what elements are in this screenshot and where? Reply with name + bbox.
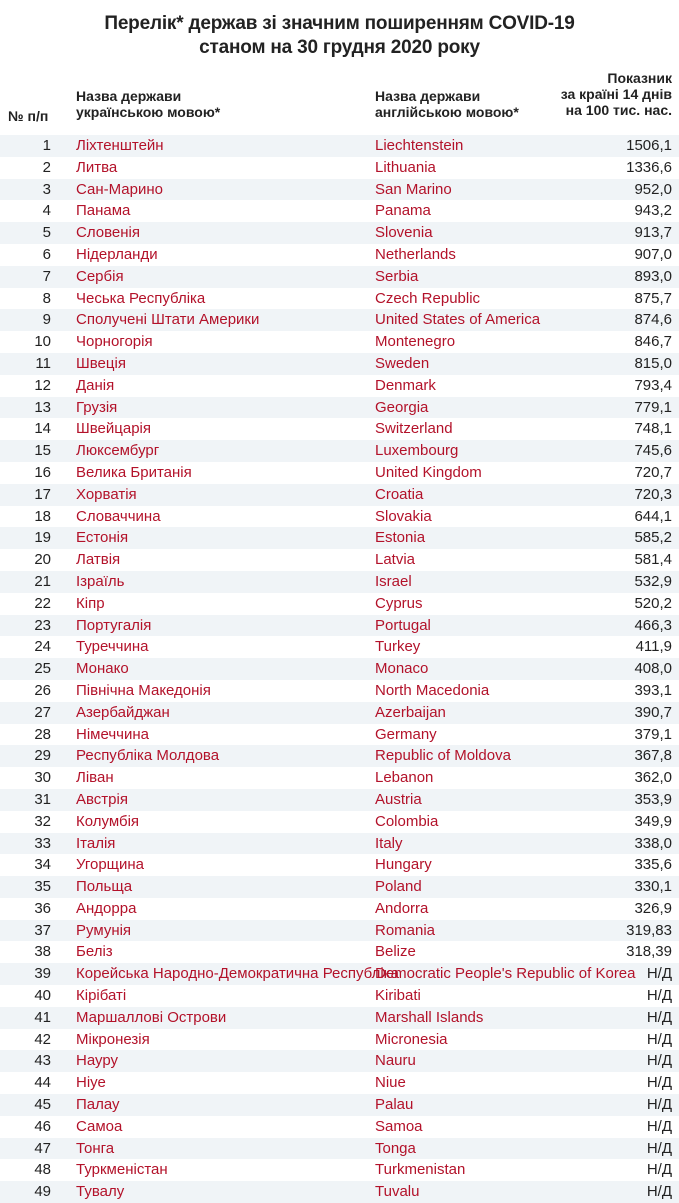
country-name-english: Lithuania: [375, 158, 436, 176]
incidence-value: 913,7: [634, 224, 672, 242]
incidence-value: 390,7: [634, 703, 672, 721]
country-name-english: Monaco: [375, 660, 429, 678]
incidence-value: 874,6: [634, 311, 672, 329]
header-english-name-line-2: англійською мовою*: [375, 104, 519, 120]
table-row: [0, 135, 679, 157]
country-name-ukrainian: Хорватія: [76, 485, 137, 503]
table-row: [0, 767, 679, 789]
row-number: 29: [34, 747, 51, 765]
row-number: 6: [42, 245, 51, 263]
row-number: 40: [34, 987, 51, 1005]
country-name-english: Slovakia: [375, 507, 432, 525]
table-row: [0, 375, 679, 397]
country-name-ukrainian: Беліз: [76, 943, 113, 961]
table-row: [0, 702, 679, 724]
country-name-english: Denmark: [375, 376, 436, 394]
incidence-value: 408,0: [634, 660, 672, 678]
country-name-ukrainian: Азербайджан: [76, 703, 170, 721]
country-name-english: Azerbaijan: [375, 703, 446, 721]
country-name-ukrainian: Панама: [76, 202, 131, 220]
row-number: 26: [34, 681, 51, 699]
incidence-value: 907,0: [634, 245, 672, 263]
title-line-2: станом на 30 грудня 2020 року: [199, 37, 480, 58]
table-row: [0, 397, 679, 419]
country-name-ukrainian: Туреччина: [76, 638, 149, 656]
country-name-ukrainian: Румунія: [76, 921, 132, 939]
country-name-ukrainian: Ліван: [76, 769, 114, 787]
row-number: 22: [34, 594, 51, 612]
country-name-english: Belize: [375, 943, 416, 961]
country-name-english: Israel: [375, 572, 412, 590]
country-name-english: Croatia: [375, 485, 424, 503]
table-row: [0, 571, 679, 593]
country-name-ukrainian: Польща: [76, 878, 133, 896]
incidence-value: 952,0: [634, 180, 672, 198]
table-row: [0, 266, 679, 288]
table-row: [0, 1007, 679, 1029]
row-number: 46: [34, 1117, 51, 1135]
country-name-english: San Marino: [375, 180, 452, 198]
incidence-value: Н/Д: [646, 1183, 672, 1201]
country-name-english: Cyprus: [375, 594, 423, 612]
country-name-ukrainian: Ліхтенштейн: [76, 137, 164, 154]
country-name-english: Germany: [375, 725, 437, 743]
row-number: 37: [34, 921, 51, 939]
country-name-ukrainian: Сербія: [76, 267, 124, 285]
table-row: [0, 309, 679, 331]
table-row: [0, 222, 679, 244]
country-name-ukrainian: Люксембург: [76, 442, 160, 460]
incidence-value: 326,9: [634, 899, 672, 917]
country-name-english: Colombia: [375, 812, 439, 830]
country-name-english: Turkey: [375, 638, 421, 656]
row-number: 2: [42, 158, 51, 176]
row-number: 3: [42, 180, 51, 198]
country-name-ukrainian: Мікронезія: [76, 1030, 150, 1048]
incidence-value: 893,0: [634, 267, 672, 285]
row-number: 25: [34, 660, 51, 678]
country-name-english: Georgia: [375, 398, 429, 416]
incidence-value: Н/Д: [646, 1161, 672, 1179]
row-number: 18: [34, 507, 51, 525]
country-name-ukrainian: Самоа: [76, 1117, 123, 1135]
header-english-name: [375, 88, 519, 120]
country-name-ukrainian: Сан-Марино: [76, 180, 163, 198]
country-name-ukrainian: Тонга: [76, 1139, 115, 1157]
country-name-english: Niue: [375, 1074, 406, 1092]
row-number: 10: [34, 333, 51, 351]
country-name-english: Portugal: [375, 616, 431, 634]
incidence-value: Н/Д: [646, 987, 672, 1005]
incidence-value: 362,0: [634, 769, 672, 787]
incidence-value: 793,4: [634, 376, 672, 394]
incidence-value: 815,0: [634, 354, 672, 372]
country-name-english: Serbia: [375, 267, 419, 285]
row-number: 14: [34, 420, 51, 438]
country-name-ukrainian: Німеччина: [76, 725, 149, 743]
country-name-ukrainian: Латвія: [76, 551, 121, 569]
country-name-english: Luxembourg: [375, 442, 459, 460]
table-row: [0, 527, 679, 549]
table-row: [0, 854, 679, 876]
row-number: 20: [34, 551, 51, 569]
incidence-value: 745,6: [634, 442, 672, 460]
incidence-value: Н/Д: [646, 1096, 672, 1114]
row-number: 8: [42, 289, 51, 307]
country-name-ukrainian: Угорщина: [76, 856, 145, 874]
table-row: [0, 941, 679, 963]
header-indicator: [561, 70, 672, 118]
country-name-ukrainian: Португалія: [76, 616, 152, 634]
row-number: 34: [34, 856, 51, 874]
country-name-ukrainian: Північна Македонія: [76, 681, 211, 699]
incidence-value: Н/Д: [646, 965, 672, 983]
table-row: [0, 1029, 679, 1051]
country-name-english: Italy: [375, 834, 403, 852]
incidence-value: 1336,6: [626, 158, 672, 176]
header-indicator-line-1: Показник: [607, 70, 672, 86]
table-row: [0, 353, 679, 375]
incidence-value: 349,9: [634, 812, 672, 830]
table-row: [0, 244, 679, 266]
country-name-english: Switzerland: [375, 420, 453, 438]
country-name-english: Marshall Islands: [375, 1008, 484, 1026]
title-line-1: Перелік* держав зі значним поширенням COVID-19: [104, 13, 575, 34]
header-ukrainian-name-line-1: Назва держави: [76, 88, 182, 104]
country-name-ukrainian: Словаччина: [76, 507, 161, 525]
country-name-english: Turkmenistan: [375, 1161, 466, 1179]
country-name-english: Montenegro: [375, 333, 456, 351]
country-name-english: Netherlands: [375, 245, 456, 263]
incidence-value: 335,6: [634, 856, 672, 874]
country-name-english: Latvia: [375, 551, 416, 569]
incidence-value: 338,0: [634, 834, 672, 852]
row-number: 33: [34, 834, 51, 852]
row-number: 11: [35, 354, 51, 372]
incidence-value: 466,3: [634, 616, 672, 634]
country-name-english: Andorra: [375, 899, 429, 917]
table-row: [0, 680, 679, 702]
row-number: 7: [42, 267, 51, 285]
incidence-value: 532,9: [634, 572, 672, 590]
table-row: [0, 1094, 679, 1116]
incidence-value: 943,2: [634, 202, 672, 220]
row-number: 32: [34, 812, 51, 830]
table-row: [0, 593, 679, 615]
incidence-value: 318,39: [626, 943, 672, 961]
page-title: [0, 12, 679, 60]
country-name-ukrainian: Ізраїль: [76, 572, 125, 590]
country-name-ukrainian: Литва: [76, 158, 118, 176]
country-name-english: Liechtenstein: [375, 137, 464, 154]
incidence-value: 367,8: [634, 747, 672, 765]
country-name-ukrainian: Монако: [76, 660, 129, 678]
table-row: [0, 440, 679, 462]
table-row: [0, 1138, 679, 1160]
table-row: [0, 1072, 679, 1094]
incidence-value: 520,2: [634, 594, 672, 612]
row-number: 4: [42, 202, 51, 220]
country-name-english: United States of America: [375, 311, 541, 329]
country-name-ukrainian: Науру: [76, 1052, 119, 1070]
row-number: 30: [34, 769, 51, 787]
table-row: [0, 658, 679, 680]
table-row: [0, 789, 679, 811]
incidence-value: 846,7: [634, 333, 672, 351]
table-row: [0, 1050, 679, 1072]
row-number: 49: [34, 1183, 51, 1201]
header-ukrainian-name: [76, 88, 220, 120]
incidence-value: 319,83: [626, 921, 672, 939]
incidence-value: Н/Д: [646, 1139, 672, 1157]
country-name-english: Democratic People's Republic of Korea: [375, 965, 636, 983]
header-number: № п/п: [8, 108, 49, 124]
country-name-ukrainian: Кірібаті: [76, 987, 127, 1005]
country-name-ukrainian: Маршаллові Острови: [76, 1008, 227, 1026]
country-name-ukrainian: Грузія: [76, 398, 118, 416]
country-name-english: Poland: [375, 878, 422, 896]
country-name-ukrainian: Республіка Молдова: [76, 747, 220, 765]
table-row: [0, 1159, 679, 1181]
row-number: 5: [42, 224, 51, 242]
country-name-english: Tuvalu: [375, 1183, 420, 1201]
country-name-english: Romania: [375, 921, 436, 939]
country-name-english: Austria: [375, 790, 422, 808]
row-number: 47: [34, 1139, 51, 1157]
row-number: 9: [42, 311, 51, 329]
country-name-english: Estonia: [375, 529, 426, 547]
table-row: [0, 418, 679, 440]
country-name-ukrainian: Чеська Республіка: [76, 289, 206, 307]
table-row: [0, 876, 679, 898]
incidence-value: 379,1: [634, 725, 672, 743]
country-name-english: North Macedonia: [375, 681, 490, 699]
row-number: 41: [34, 1008, 51, 1026]
table-row: [0, 920, 679, 942]
incidence-value: Н/Д: [646, 1008, 672, 1026]
table-row: [0, 484, 679, 506]
table-row: [0, 200, 679, 222]
incidence-value: 720,3: [634, 485, 672, 503]
incidence-value: 875,7: [634, 289, 672, 307]
row-number: 21: [34, 572, 51, 590]
country-name-ukrainian: Велика Британія: [76, 463, 192, 481]
country-name-ukrainian: Палау: [76, 1096, 120, 1114]
incidence-value: Н/Д: [646, 1074, 672, 1092]
table-row: [0, 811, 679, 833]
row-number: 19: [34, 529, 51, 547]
table-row: [0, 963, 679, 985]
country-name-ukrainian: Тувалу: [76, 1183, 125, 1201]
row-number: 13: [34, 398, 51, 416]
country-name-english: United Kingdom: [375, 463, 482, 481]
table-row: [0, 331, 679, 353]
table-row: [0, 745, 679, 767]
row-number: 35: [34, 878, 51, 896]
incidence-value: Н/Д: [646, 1030, 672, 1048]
row-number: 16: [34, 463, 51, 481]
incidence-value: 644,1: [634, 507, 672, 525]
table-row: [0, 462, 679, 484]
incidence-value: 353,9: [634, 790, 672, 808]
table-body: [0, 135, 679, 1203]
country-name-ukrainian: Словенія: [76, 224, 140, 242]
country-name-english: Lebanon: [375, 769, 434, 787]
row-number: 23: [34, 616, 51, 634]
header-indicator-line-2: за країні 14 днів: [560, 86, 672, 102]
incidence-value: 581,4: [634, 551, 672, 569]
country-name-english: Hungary: [375, 856, 432, 874]
country-name-ukrainian: Данія: [76, 376, 115, 394]
header-indicator-line-3: на 100 тис. нас.: [565, 102, 672, 118]
country-name-english: Kiribati: [375, 987, 421, 1005]
row-number: 31: [34, 790, 51, 808]
table-row: [0, 549, 679, 571]
country-name-ukrainian: Австрія: [76, 790, 128, 808]
incidence-value: 748,1: [634, 420, 672, 438]
incidence-value: 720,7: [634, 463, 672, 481]
table-row: [0, 636, 679, 658]
row-number: 44: [34, 1074, 51, 1092]
row-number: 17: [34, 485, 51, 503]
country-name-ukrainian: Колумбія: [76, 812, 140, 830]
table-row: [0, 157, 679, 179]
row-number: 38: [34, 943, 51, 961]
table-header: [0, 66, 679, 130]
row-number: 45: [34, 1096, 51, 1114]
country-name-ukrainian: Корейська Народно-Демократична Республіка: [76, 965, 399, 983]
country-name-ukrainian: Швейцарія: [76, 420, 151, 438]
row-number: 1: [42, 137, 51, 154]
country-name-english: Micronesia: [375, 1030, 448, 1048]
country-name-ukrainian: Туркменістан: [76, 1161, 168, 1179]
row-number: 15: [34, 442, 51, 460]
incidence-value: 585,2: [634, 529, 672, 547]
incidence-value: 330,1: [634, 878, 672, 896]
country-name-ukrainian: Італія: [76, 834, 116, 852]
table-row: [0, 288, 679, 310]
country-name-english: Republic of Moldova: [375, 747, 511, 765]
country-name-ukrainian: Кіпр: [76, 594, 105, 612]
row-number: 48: [34, 1161, 51, 1179]
row-number: 42: [34, 1030, 51, 1048]
country-name-ukrainian: Естонія: [76, 529, 129, 547]
row-number: 36: [34, 899, 51, 917]
incidence-value: Н/Д: [646, 1117, 672, 1135]
table-row: [0, 1116, 679, 1138]
incidence-value: 393,1: [634, 681, 672, 699]
country-name-ukrainian: Ніуе: [76, 1074, 106, 1092]
country-name-ukrainian: Сполучені Штати Америки: [76, 311, 260, 329]
row-number: 24: [34, 638, 51, 656]
header-ukrainian-name-line-2: українською мовою*: [76, 104, 221, 120]
row-number: 27: [34, 703, 51, 721]
table-row: [0, 898, 679, 920]
incidence-value: 1506,1: [626, 137, 672, 154]
table-row: [0, 724, 679, 746]
row-number: 28: [34, 725, 51, 743]
header-english-name-line-1: Назва держави: [375, 88, 481, 104]
country-name-english: Nauru: [375, 1052, 416, 1070]
country-name-english: Czech Republic: [375, 289, 481, 307]
country-name-ukrainian: Нідерланди: [76, 245, 158, 263]
table-row: [0, 615, 679, 637]
table-row: [0, 985, 679, 1007]
table-row: [0, 506, 679, 528]
row-number: 43: [34, 1052, 51, 1070]
country-name-ukrainian: Швеція: [76, 354, 126, 372]
country-name-english: Sweden: [375, 354, 430, 372]
country-name-english: Panama: [375, 202, 431, 220]
incidence-value: Н/Д: [646, 1052, 672, 1070]
row-number: 12: [34, 376, 51, 394]
country-name-ukrainian: Чорногорія: [76, 333, 153, 351]
country-name-ukrainian: Андорра: [76, 899, 137, 917]
incidence-value: 779,1: [634, 398, 672, 416]
row-number: 39: [34, 965, 51, 983]
table-row: [0, 833, 679, 855]
incidence-value: 411,9: [635, 638, 672, 656]
country-name-english: Samoa: [375, 1117, 423, 1135]
table-row: [0, 179, 679, 201]
country-name-english: Slovenia: [375, 224, 433, 242]
country-name-english: Tonga: [375, 1139, 416, 1157]
country-name-english: Palau: [375, 1096, 414, 1114]
